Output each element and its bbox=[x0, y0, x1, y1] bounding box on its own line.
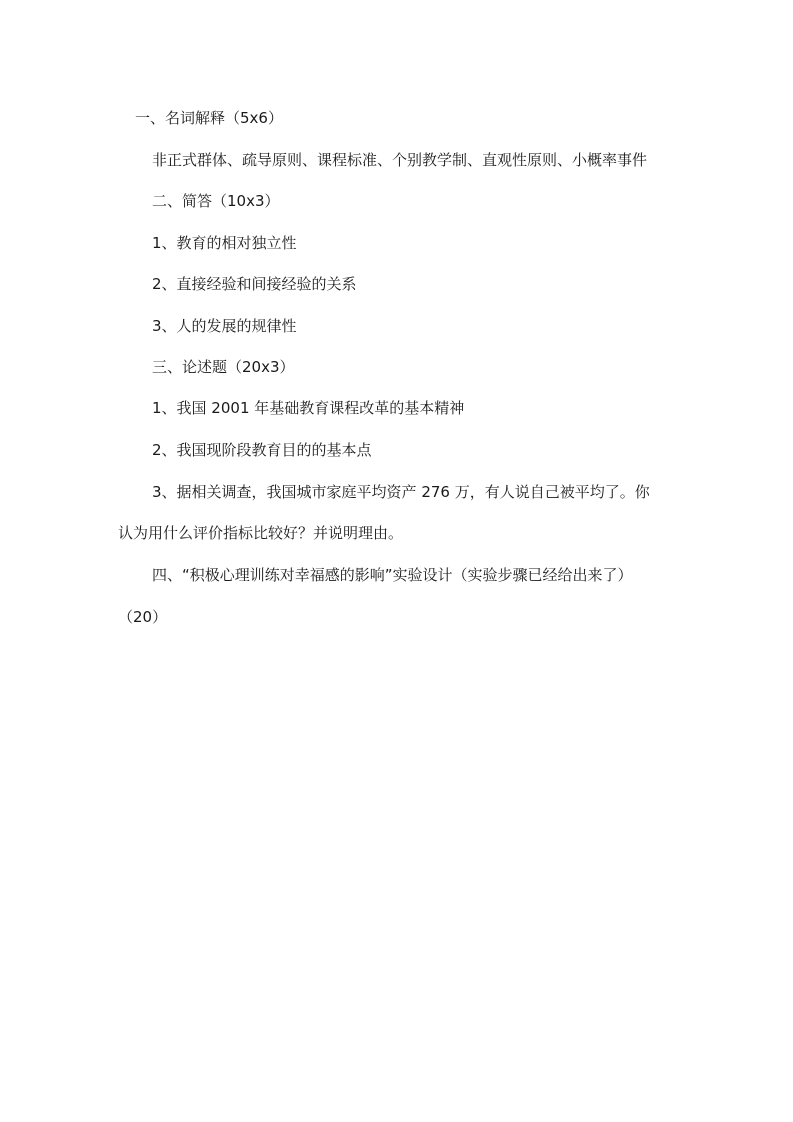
essay-item-1: 1、我国 2001 年基础教育课程改革的基本精神 bbox=[152, 399, 465, 417]
section-heading-experiment-design: 四、“积极心理训练对幸福感的影响”实验设计（实验步骤已经给出来了） bbox=[152, 566, 633, 584]
section-heading-definitions: 一、名词解释（5x6） bbox=[135, 109, 283, 127]
short-answer-item-3: 3、人的发展的规律性 bbox=[152, 317, 297, 335]
section-heading-essay: 三、论述题（20x3） bbox=[152, 358, 295, 376]
section-heading-short-answer: 二、简答（10x3） bbox=[152, 192, 280, 210]
essay-item-2: 2、我国现阶段教育目的的基本点 bbox=[152, 441, 372, 459]
short-answer-item-2: 2、直接经验和间接经验的关系 bbox=[152, 275, 357, 293]
essay-item-3-line-2: 认为用什么评价指标比较好？并说明理由。 bbox=[118, 524, 404, 542]
experiment-design-score: （20） bbox=[118, 608, 168, 626]
essay-item-3-line-1: 3、据相关调查，我国城市家庭平均资产 276 万，有人说自己被平均了。你 bbox=[152, 483, 650, 501]
definitions-term-list: 非正式群体、疏导原则、课程标准、个别教学制、直观性原则、小概率事件 bbox=[152, 151, 648, 169]
short-answer-item-1: 1、教育的相对独立性 bbox=[152, 234, 297, 252]
